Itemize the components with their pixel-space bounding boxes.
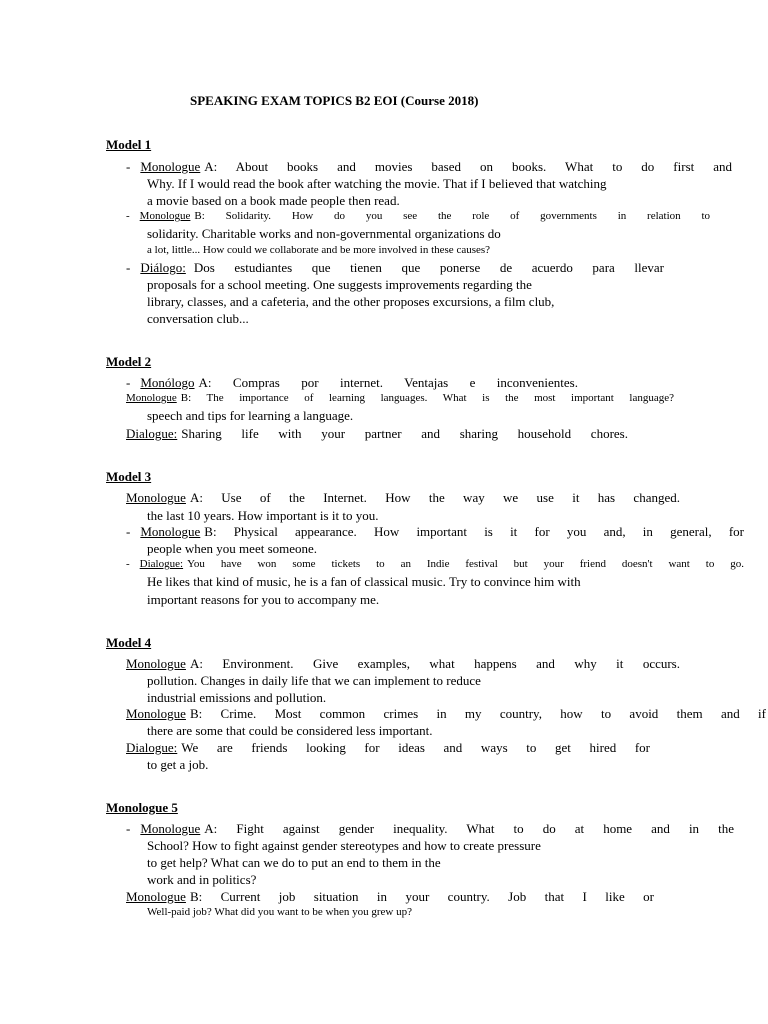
- item-label: Monologue: [126, 656, 186, 671]
- text-line: to get help? What can we do to put an end to them in the: [147, 855, 441, 870]
- text-line: a movie based on a book made people then read.: [147, 193, 400, 208]
- monologue-5-heading: Monologue 5: [106, 800, 178, 815]
- item-label: Monologue: [126, 490, 186, 505]
- item-text: Sharing life with your partner and sharing household chores.: [181, 426, 628, 441]
- text-line: Why. If I would read the book after watching the movie. That if I believed that watching: [147, 176, 607, 191]
- item-text: A: Fight against gender inequality. What to do at home and in the: [204, 821, 734, 836]
- text-line: conversation club...: [147, 311, 249, 326]
- model-5-item-b: [126, 889, 654, 905]
- item-text: B: Physical appearance. How important is it for you and, in general, for: [204, 524, 744, 539]
- text-line: to get a job.: [147, 757, 209, 772]
- model-1-item-a: [126, 159, 732, 175]
- model-3-item-a: [126, 490, 680, 506]
- model-3-item-c: [126, 558, 744, 570]
- item-label: Monologue: [139, 210, 191, 222]
- bullet-dash: -: [126, 159, 131, 174]
- model-1-item-b: [126, 210, 710, 222]
- item-label: Monologue: [126, 889, 186, 904]
- text-line: speech and tips for learning a language.: [147, 408, 354, 423]
- item-label: Dialogue:: [126, 426, 178, 441]
- text-line: industrial emissions and pollution.: [147, 690, 327, 705]
- model-2-heading: Model 2: [106, 354, 152, 369]
- bullet-dash: -: [126, 821, 131, 836]
- model-2-item-a: [126, 375, 578, 391]
- item-text: B: Crime. Most common crimes in my country, how to avoid them and if: [189, 706, 766, 721]
- model-2-item-c: [126, 426, 628, 442]
- item-text: B: Solidarity. How do you see the role of governments in relation to: [194, 210, 710, 222]
- model-4-item-c: [126, 740, 650, 756]
- text-line: a lot, little... How could we collaborate and be more involved in these causes?: [147, 244, 491, 256]
- item-label: Monologue: [140, 159, 201, 174]
- model-4-heading: Model 4: [106, 635, 152, 650]
- item-text: Dos estudiantes que tienen que ponerse de acuerdo para llevar: [193, 260, 664, 275]
- bullet-dash: -: [126, 260, 131, 275]
- bullet-dash: -: [126, 558, 130, 570]
- item-label: Monologue: [140, 821, 201, 836]
- item-text: B: Current job situation in your country. Job that I like or: [189, 889, 654, 904]
- item-label: Diálogo:: [140, 260, 186, 275]
- item-text: A: Use of the Internet. How the way we use it has changed.: [189, 490, 680, 505]
- item-label: Monologue: [126, 392, 177, 404]
- page-title: SPEAKING EXAM TOPICS B2 EOI (Course 2018): [190, 93, 479, 108]
- item-text: A: Compras por internet. Ventajas e inconvenientes.: [198, 375, 578, 390]
- bullet-dash: -: [126, 210, 130, 222]
- text-line: there are some that could be considered less important.: [147, 723, 433, 738]
- bullet-dash: -: [126, 524, 131, 539]
- text-line: pollution. Changes in daily life that we can implement to reduce: [147, 673, 481, 688]
- model-5-item-a: [126, 821, 734, 837]
- text-line: Well-paid job? What did you want to be when you grew up?: [147, 906, 412, 918]
- text-line: solidarity. Charitable works and non-governmental organizations do: [147, 226, 501, 241]
- text-line: the last 10 years. How important is it to you.: [147, 508, 379, 523]
- item-label: Monólogo: [140, 375, 195, 390]
- model-4-item-b: [126, 706, 766, 722]
- text-line: School? How to fight against gender stereotypes and how to create pressure: [147, 838, 541, 853]
- item-text: A: About books and movies based on books. What to do first and: [204, 159, 732, 174]
- text-line: proposals for a school meeting. One suggests improvements regarding the: [147, 277, 532, 292]
- item-label: Dialogue:: [139, 558, 184, 570]
- model-2-item-b: [126, 392, 674, 404]
- text-line: important reasons for you to accompany me.: [147, 592, 380, 607]
- item-label: Dialogue:: [126, 740, 178, 755]
- text-line: He likes that kind of music, he is a fan of classical music. Try to convince him with: [147, 574, 581, 589]
- model-4-item-a: [126, 656, 680, 672]
- bullet-dash: -: [126, 375, 131, 390]
- model-1-item-c: [126, 260, 664, 276]
- text-line: library, classes, and a cafeteria, and the other proposes excursions, a film club,: [147, 294, 555, 309]
- item-text: B: The importance of learning languages. What is the most important language?: [180, 392, 674, 404]
- model-3-heading: Model 3: [106, 469, 152, 484]
- item-text: A: Environment. Give examples, what happens and why it occurs.: [189, 656, 680, 671]
- item-label: Monologue: [126, 706, 186, 721]
- text-line: people when you meet someone.: [147, 541, 318, 556]
- model-3-item-b: [126, 524, 744, 540]
- item-text: You have won some tickets to an Indie festival but your friend doesn't want to go.: [187, 558, 744, 570]
- item-label: Monologue: [140, 524, 201, 539]
- model-1-heading: Model 1: [106, 137, 152, 152]
- item-text: We are friends looking for ideas and ways to get hired for: [181, 740, 650, 755]
- text-line: work and in politics?: [147, 872, 257, 887]
